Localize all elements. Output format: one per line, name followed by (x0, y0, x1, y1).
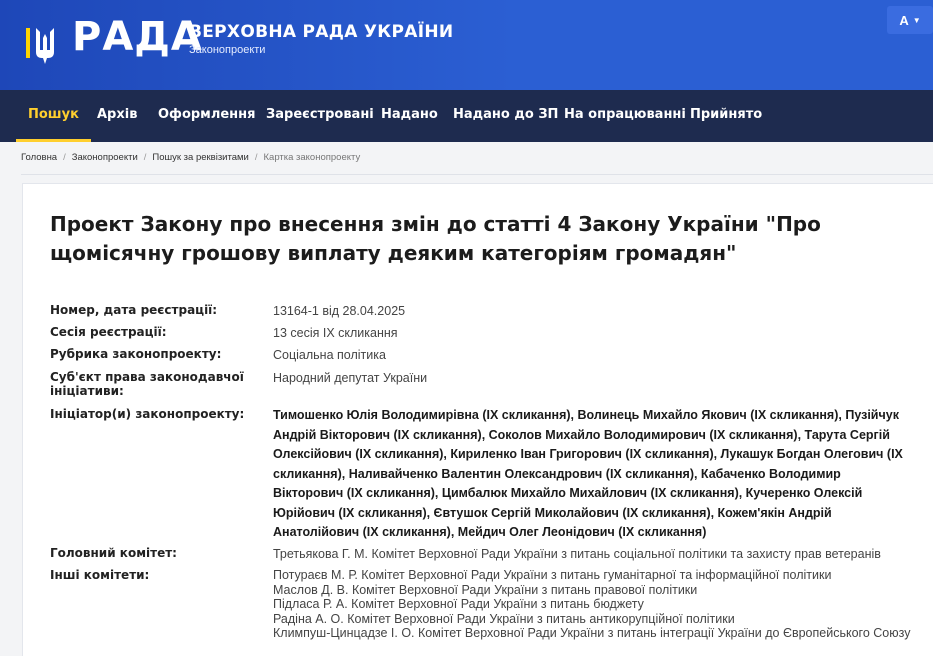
committee-item[interactable]: Климпуш-Цинцадзе І. О. Комітет Верховної Ради України з питань інтеграції України до Європейського Союзу (273, 626, 911, 640)
initiators-list: Тимошенко Юлія Володимирівна (IX скликання), Волинець Михайло Якович (IX скликання), Пузійчук Андрій Вікторович (IX скликання), Соколов Михайло Володимирович (IX скликання), Тарута Сергій Олексійович (IX скликання), Кириленко Іван Григорович (IX скликання), Лукашук Богдан Олегович (IX скликання), Наливайченко Валентин Олександрович (IX скликання), Кабаченко Володимир Вікторович (IX скликання), Цимбалюк Михайло Михайлович (IX скликання), Кучеренко Олексій Юрійович (IX скликання), Євтушок Сергій Миколайович (IX скликання), Кожем'якін Андрій Анатолійович (IX скликання), Мейдич Олег Леонідович (IX скликання) (273, 408, 903, 539)
committee-item[interactable]: Радіна А. О. Комітет Верховної Ради України з питань антикорупційної політики (273, 611, 735, 626)
trident-logo-icon[interactable] (26, 24, 64, 64)
nav-item-formalization[interactable]: Оформлення (158, 107, 256, 122)
lang-button-label: A (899, 12, 909, 28)
breadcrumb-home[interactable]: Головна (21, 152, 58, 163)
breadcrumb-separator: / (254, 152, 258, 163)
main-nav (0, 90, 933, 142)
bill-card (22, 183, 933, 656)
breadcrumb-divider (21, 174, 933, 175)
field-label: Суб'єкт права законодавчої ініціативи: (50, 370, 244, 398)
field-label: Ініціатор(и) законопроекту: (50, 407, 245, 421)
other-committees-list (273, 568, 913, 641)
brand-wordmark[interactable]: РАДА (72, 14, 203, 60)
breadcrumb-search-by-details[interactable]: Пошук за реквізитами (152, 152, 249, 163)
field-value: Соціальна політика (273, 348, 386, 362)
nav-item-archive[interactable]: Архів (97, 107, 138, 122)
bill-title: Проект Закону про внесення змін до статті 4 Закону України "Про щомісячну грошову виплату деяким категоріям громадян" (50, 212, 821, 265)
nav-item-in-processing[interactable]: На опрацюванні (564, 107, 686, 122)
org-title[interactable]: ВЕРХОВНА РАДА УКРАЇНИ (189, 22, 454, 42)
site-header (0, 0, 933, 90)
field-value: 13 сесія IX скликання (273, 326, 398, 340)
committee-item[interactable]: Підласа Р. А. Комітет Верховної Ради України з питань бюджету (273, 597, 644, 611)
nav-item-submitted-to-zp[interactable]: Надано до ЗП (453, 107, 559, 122)
field-label: Рубрика законопроекту: (50, 347, 222, 361)
nav-item-adopted[interactable]: Прийнято (690, 107, 763, 122)
field-value: Народний депутат України (273, 371, 428, 385)
committee-item[interactable]: Потураєв М. Р. Комітет Верховної Ради України з питань гуманітарної та інформаційної політики (273, 568, 832, 582)
breadcrumb (21, 152, 360, 163)
field-label: Сесія реєстрації: (50, 325, 167, 339)
field-label: Головний комітет: (50, 546, 177, 560)
breadcrumb-separator: / (63, 152, 66, 163)
field-value: 13164-1 від 28.04.2025 (273, 304, 406, 318)
accessibility-button[interactable] (887, 6, 933, 34)
nav-item-submitted[interactable]: Надано (381, 107, 438, 122)
chevron-down-icon: ▼ (912, 15, 921, 25)
nav-item-registered[interactable]: Зареєстровані (266, 107, 374, 122)
field-label: Номер, дата реєстрації: (50, 303, 218, 317)
main-committee-link[interactable]: Третьякова Г. М. Комітет Верховної Ради України з питань соціальної політики та захисту прав ветеранів (273, 547, 881, 561)
breadcrumb-bills[interactable]: Законопроекти (71, 152, 138, 163)
breadcrumb-current: Картка законопроекту (263, 152, 361, 163)
breadcrumb-separator: / (143, 152, 147, 163)
field-label: Інші комітети: (50, 568, 150, 582)
nav-item-search[interactable]: Пошук (28, 90, 79, 142)
committee-item[interactable]: Маслов Д. В. Комітет Верховної Ради України з питань правової політики (273, 582, 698, 597)
org-subtitle: Законопроекти (189, 44, 266, 56)
